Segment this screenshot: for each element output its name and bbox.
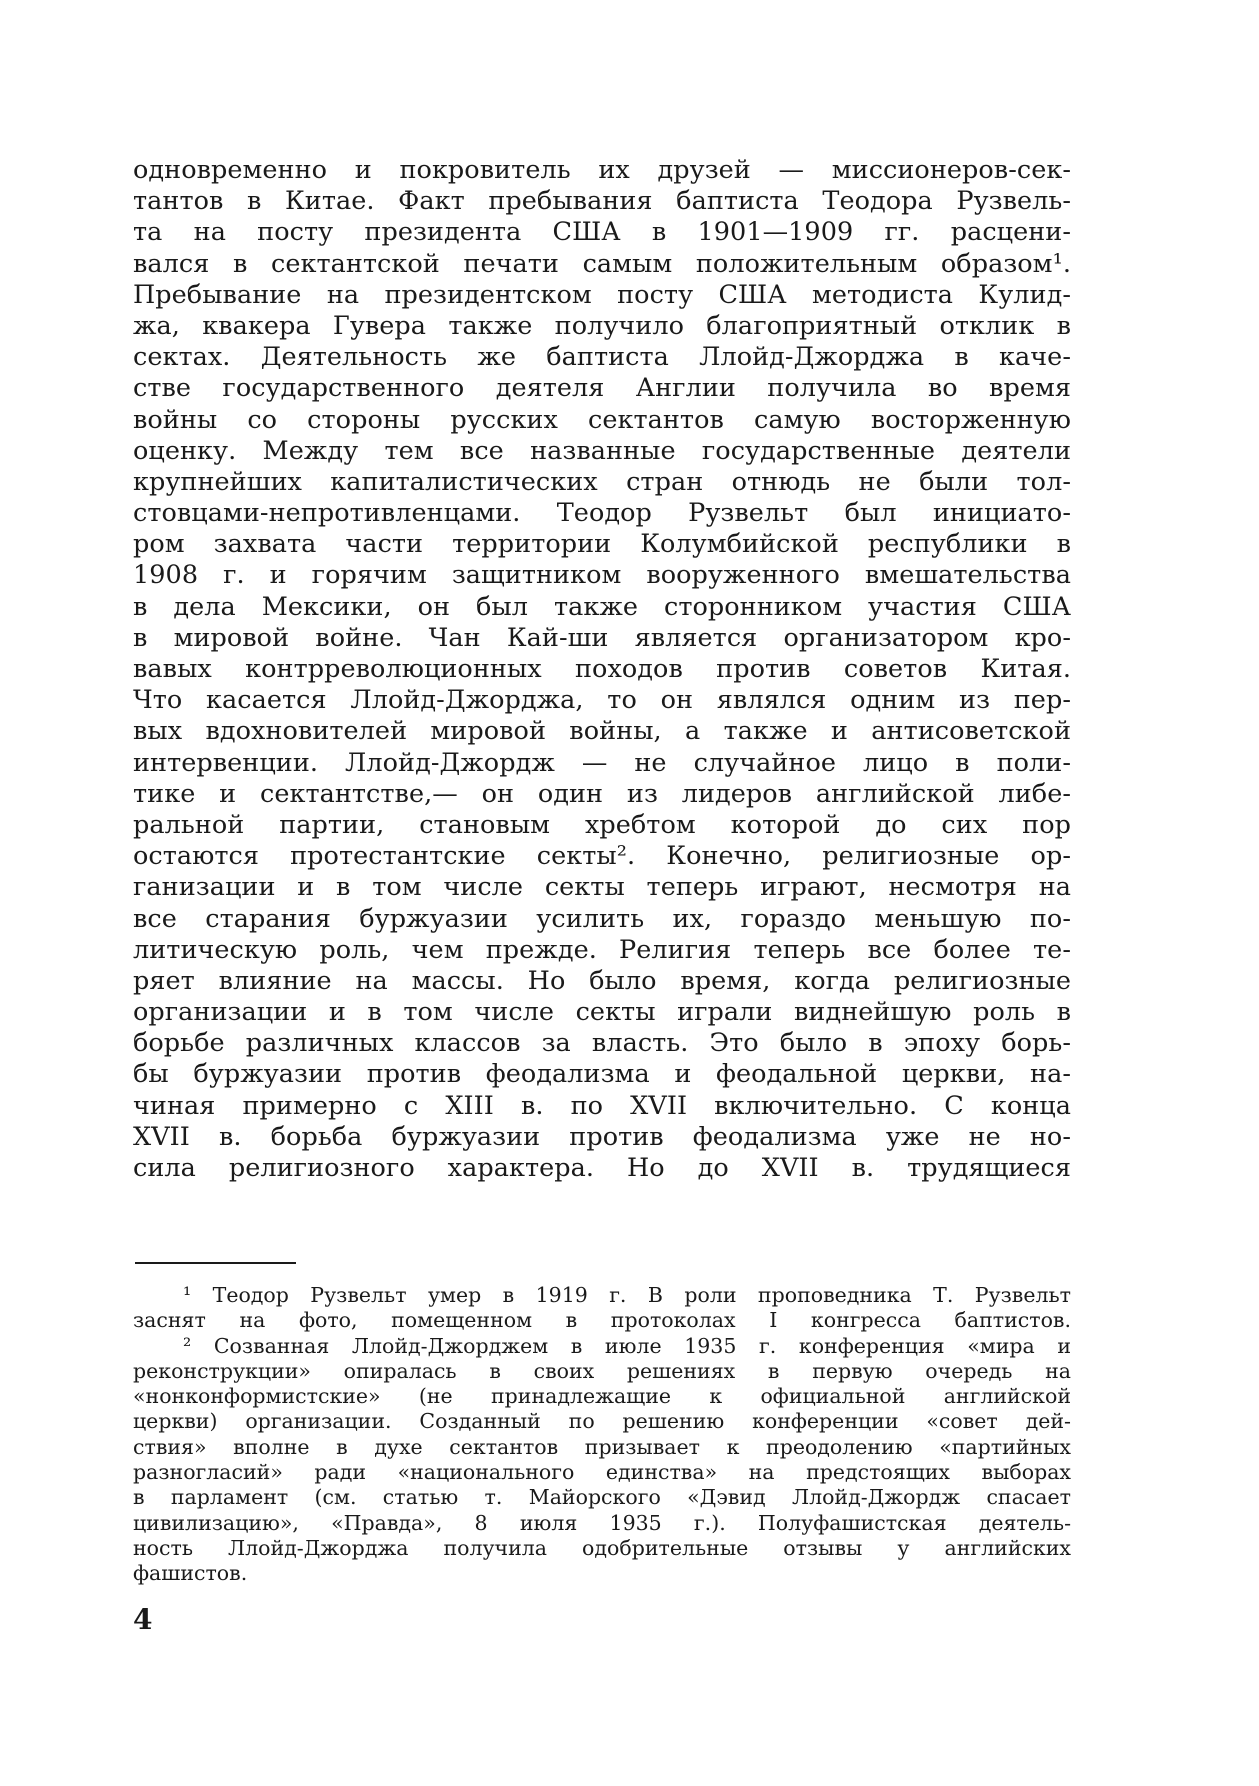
- body-line: стовцами-непротивленцами. Теодор Рузвельт был инициато-: [133, 498, 1071, 529]
- body-line: ральной партии, становым хребтом которой до сих пор: [133, 809, 1071, 840]
- body-line: сила религиозного характера. Но до XVII в. трудящиеся: [133, 1153, 1071, 1183]
- body-line: одновременно и покровитель их друзей — миссионеров-сек-: [133, 155, 1071, 185]
- body-line: стве государственного деятеля Англии получила во время: [133, 373, 1071, 404]
- body-line: та на посту президента США в 1901—1909 гг. расцени-: [133, 217, 1071, 248]
- body-line: в мировой войне. Чан Кай-ши является организатором кро-: [133, 622, 1071, 653]
- body-line: оценку. Между тем все названные государственные деятели: [133, 435, 1071, 466]
- body-line: ром захвата части территории Колумбийской республики в: [133, 529, 1071, 560]
- body-line: чиная примерно с XIII в. по XVII включительно. С конца: [133, 1090, 1071, 1121]
- body-text: [133, 155, 1071, 1184]
- body-line: жа, квакера Гувера также получило благоприятный отклик в: [133, 310, 1071, 341]
- footnote-line: фашистов.: [133, 1561, 248, 1586]
- body-line: организации и в том числе секты играли виднейшую роль в: [133, 997, 1071, 1028]
- body-line: в дела Мексики, он был также сторонником участия США: [133, 591, 1071, 622]
- body-line: остаются протестантские секты². Конечно, религиозные ор-: [133, 841, 1071, 872]
- body-line: сектах. Деятельность же баптиста Ллойд-Джорджа в каче-: [133, 342, 1071, 373]
- footnote-line: ствия» вполне в духе сектантов призывает к преодолению «партийных: [133, 1434, 1071, 1459]
- body-line: вых вдохновителей мировой войны, а также и антисоветской: [133, 716, 1071, 747]
- body-line: литическую роль, чем прежде. Религия теперь все более те-: [133, 934, 1071, 965]
- body-line: Что касается Ллойд-Джорджа, то он являлся одним из пер-: [133, 685, 1071, 716]
- footnote-divider: [135, 1262, 296, 1264]
- body-line: борьбе различных классов за власть. Это было в эпоху борь-: [133, 1028, 1071, 1059]
- footnote-line: церкви) организации. Созданный по решению конференции «совет дей-: [133, 1409, 1071, 1434]
- body-line: интервенции. Ллойд-Джордж — не случайное лицо в поли-: [133, 747, 1071, 778]
- footnotes: [133, 1283, 1071, 1587]
- footnote-line: ¹ Теодор Рузвельт умер в 1919 г. В роли проповедника Т. Рузвельт: [183, 1283, 1071, 1307]
- body-line: бы буржуазии против феодализма и феодальной церкви, на-: [133, 1059, 1071, 1090]
- body-line: тантов в Китае. Факт пребывания баптиста Теодора Рузвель-: [133, 186, 1071, 217]
- footnote-line: в парламент (см. статью т. Майорского «Дэвид Ллойд-Джордж спасает: [133, 1485, 1071, 1510]
- footnote-line: реконструкции» опиралась в своих решениях в первую очередь на: [133, 1358, 1071, 1383]
- body-line: вавых контрреволюционных походов против советов Китая.: [133, 654, 1071, 684]
- body-line: ряет влияние на массы. Но было время, когда религиозные: [133, 965, 1071, 996]
- footnote-line: заснят на фото, помещенном в протоколах I конгресса баптистов.: [133, 1308, 1071, 1333]
- body-line: вался в сектантской печати самым положительным образом¹.: [133, 248, 1071, 279]
- footnote-line: ность Ллойд-Джорджа получила одобрительные отзывы у английских: [133, 1535, 1071, 1560]
- body-line: все старания буржуазии усилить их, гораздо меньшую по-: [133, 903, 1071, 934]
- body-line: XVII в. борьба буржуазии против феодализма уже не но-: [133, 1121, 1071, 1152]
- footnote-line: ² Созванная Ллойд-Джорджем в июле 1935 г. конференция «мира и: [183, 1333, 1071, 1358]
- body-line: крупнейших капиталистических стран отнюдь не были тол-: [133, 466, 1071, 497]
- body-line: ганизации и в том числе секты теперь играют, несмотря на: [133, 872, 1071, 903]
- body-line: войны со стороны русских сектантов самую восторженную: [133, 404, 1071, 435]
- body-line: 1908 г. и горячим защитником вооруженного вмешательства: [133, 560, 1071, 591]
- body-line: тике и сектантстве,— он один из лидеров английской либе-: [133, 778, 1071, 809]
- page-number: 4: [133, 1603, 153, 1636]
- footnote-line: цивилизацию», «Правда», 8 июля 1935 г.). Полуфашистская деятель-: [133, 1510, 1071, 1535]
- footnote-line: «нонконформистские» (не принадлежащие к официальной английской: [133, 1384, 1071, 1409]
- footnote-line: разногласий» ради «национального единства» на предстоящих выборах: [133, 1460, 1071, 1485]
- body-line: Пребывание на президентском посту США методиста Кулид-: [133, 279, 1071, 310]
